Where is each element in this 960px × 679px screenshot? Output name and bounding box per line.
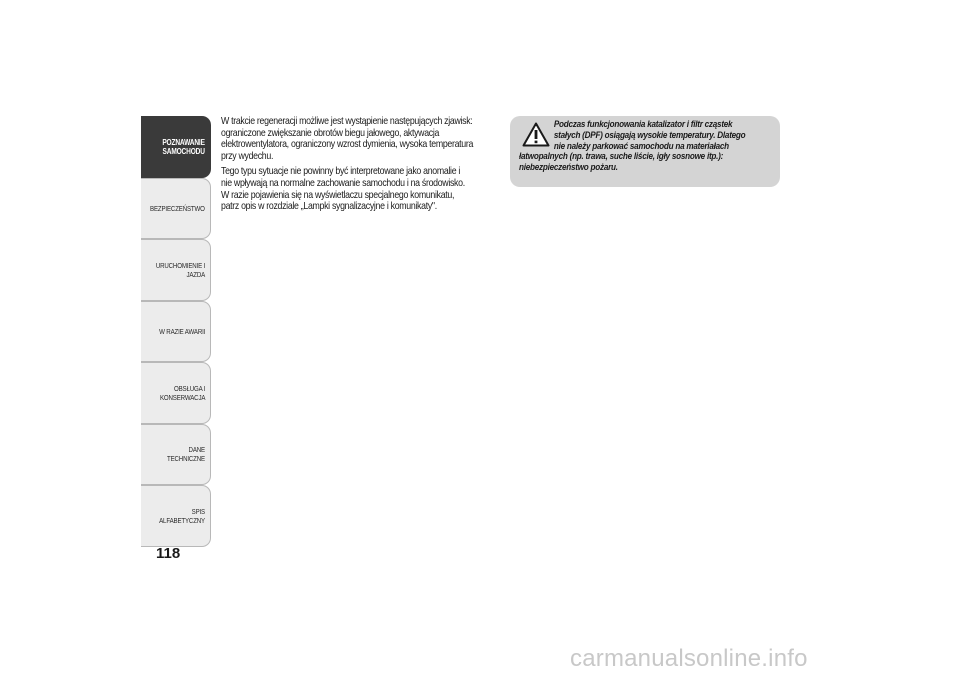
tab-uruchomienie-i-jazda[interactable] (141, 239, 211, 301)
tab-label: SPIS ALFABETYCZNY (159, 506, 205, 525)
tab-label: BEZPIECZEŃSTWO (150, 203, 205, 213)
paragraph-anomalies: Tego typu sytuacje nie powinny być interpretowane jako anomalie i nie wpływają na normalne zachowanie samochodu i na środowisko. W razie pojawienia się na wyświetlaczu specjalnego komunikatu, patrz opis w rozdziale „Lampki sygnalizacyjne i komunikaty". (221, 166, 465, 213)
warning-line: stałych (DPF) osiągają wysokie temperatury. Dlatego (553, 129, 746, 141)
warning-line: niebezpieczeństwo pożaru. (519, 162, 618, 174)
tab-spis-alfabetyczny[interactable] (141, 485, 211, 547)
tab-label: W RAZIE AWARII (158, 326, 205, 336)
section-tabs (141, 116, 211, 547)
page-number: 118 (156, 545, 181, 562)
tab-label: POZNAWANIE SAMOCHODU (162, 137, 205, 156)
tab-label: OBSŁUGA I KONSERWACJA (159, 383, 205, 402)
warning-text (519, 120, 774, 174)
warning-line: łatwopalnych (np. trawa, suche liście, igły sosnowe itp.): (519, 151, 724, 163)
tab-obsluga-i-konserwacja[interactable] (141, 362, 211, 424)
tab-w-razie-awarii[interactable] (141, 301, 211, 363)
tab-label: URUCHOMIENIE I JAZDA (155, 260, 205, 279)
tab-label: DANE TECHNICZNE (166, 445, 205, 464)
tab-bezpieczenstwo[interactable] (141, 178, 211, 240)
tab-dane-techniczne[interactable] (141, 424, 211, 486)
warning-line: nie należy parkować samochodu na materiałach (553, 140, 729, 152)
main-text (221, 116, 501, 217)
warning-box (510, 116, 780, 187)
watermark: carmanualsonline.info (570, 645, 808, 672)
paragraph-regeneration: W trakcie regeneracji możliwe jest wystąpienie następujących zjawisk: ograniczone zwiększanie obrotów biegu jałowego, aktywacja elektrowentylatora, ograniczony wzrost dymienia, wysoka temperatura przy wydechu. (221, 116, 474, 162)
tab-poznawanie-samochodu[interactable] (141, 116, 211, 178)
warning-line: Podczas funkcjonowania katalizator i filtr cząstek (553, 119, 733, 130)
